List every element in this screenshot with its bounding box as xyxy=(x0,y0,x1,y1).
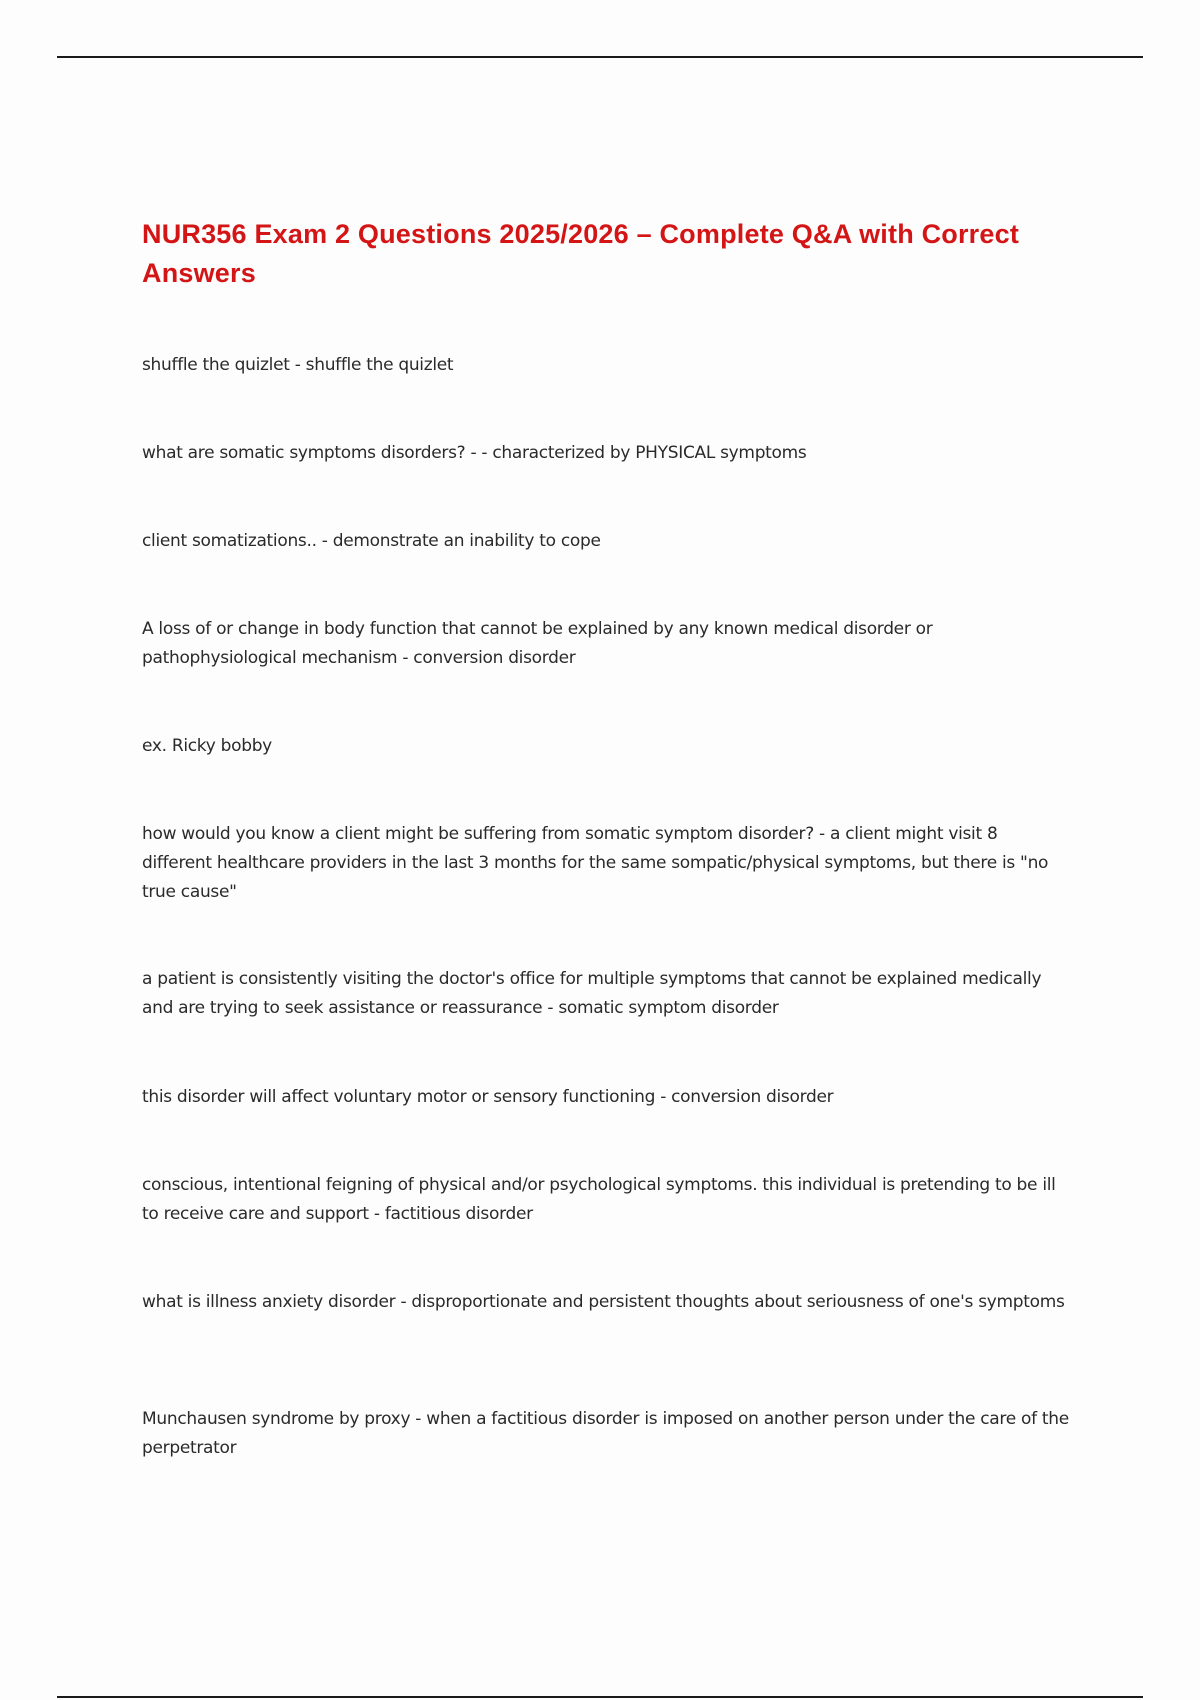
qa-entry: Munchausen syndrome by proxy - when a factitious disorder is imposed on another person under the care of the perpetrator xyxy=(142,1409,1069,1458)
qa-entry: client somatizations.. - demonstrate an inability to cope xyxy=(142,531,601,551)
qa-entry: this disorder will affect voluntary motor or sensory functioning - conversion disorder xyxy=(142,1087,834,1107)
qa-entry: conscious, intentional feigning of physical and/or psychological symptoms. this individual is pretending to be ill to receive care and support - factitious disorder xyxy=(142,1175,1056,1224)
header-rule xyxy=(57,56,1143,58)
qa-entry: ex. Ricky bobby xyxy=(142,736,272,756)
qa-entry: shuffle the quizlet - shuffle the quizlet xyxy=(142,355,454,375)
footer-rule xyxy=(57,1696,1143,1698)
qa-entry: A loss of or change in body function that cannot be explained by any known medical disorder or pathophysiological mechanism - conversion disorder xyxy=(142,619,933,668)
qa-entry: how would you know a client might be suffering from somatic symptom disorder? - a client might visit 8 different healthcare providers in the last 3 months for the same sompatic/physical symptoms, but there is "no true cause" xyxy=(142,824,1049,902)
document-title: NUR356 Exam 2 Questions 2025/2026 – Complete Q&A with Correct Answers xyxy=(142,219,1020,288)
qa-entry: what is illness anxiety disorder - disproportionate and persistent thoughts about seriousness of one's symptoms xyxy=(142,1292,1065,1312)
qa-entry: a patient is consistently visiting the doctor's office for multiple symptoms that cannot be explained medically and are trying to seek assistance or reassurance - somatic symptom disorder xyxy=(142,969,1042,1018)
qa-entry: what are somatic symptoms disorders? - - characterized by PHYSICAL symptoms xyxy=(142,443,807,463)
